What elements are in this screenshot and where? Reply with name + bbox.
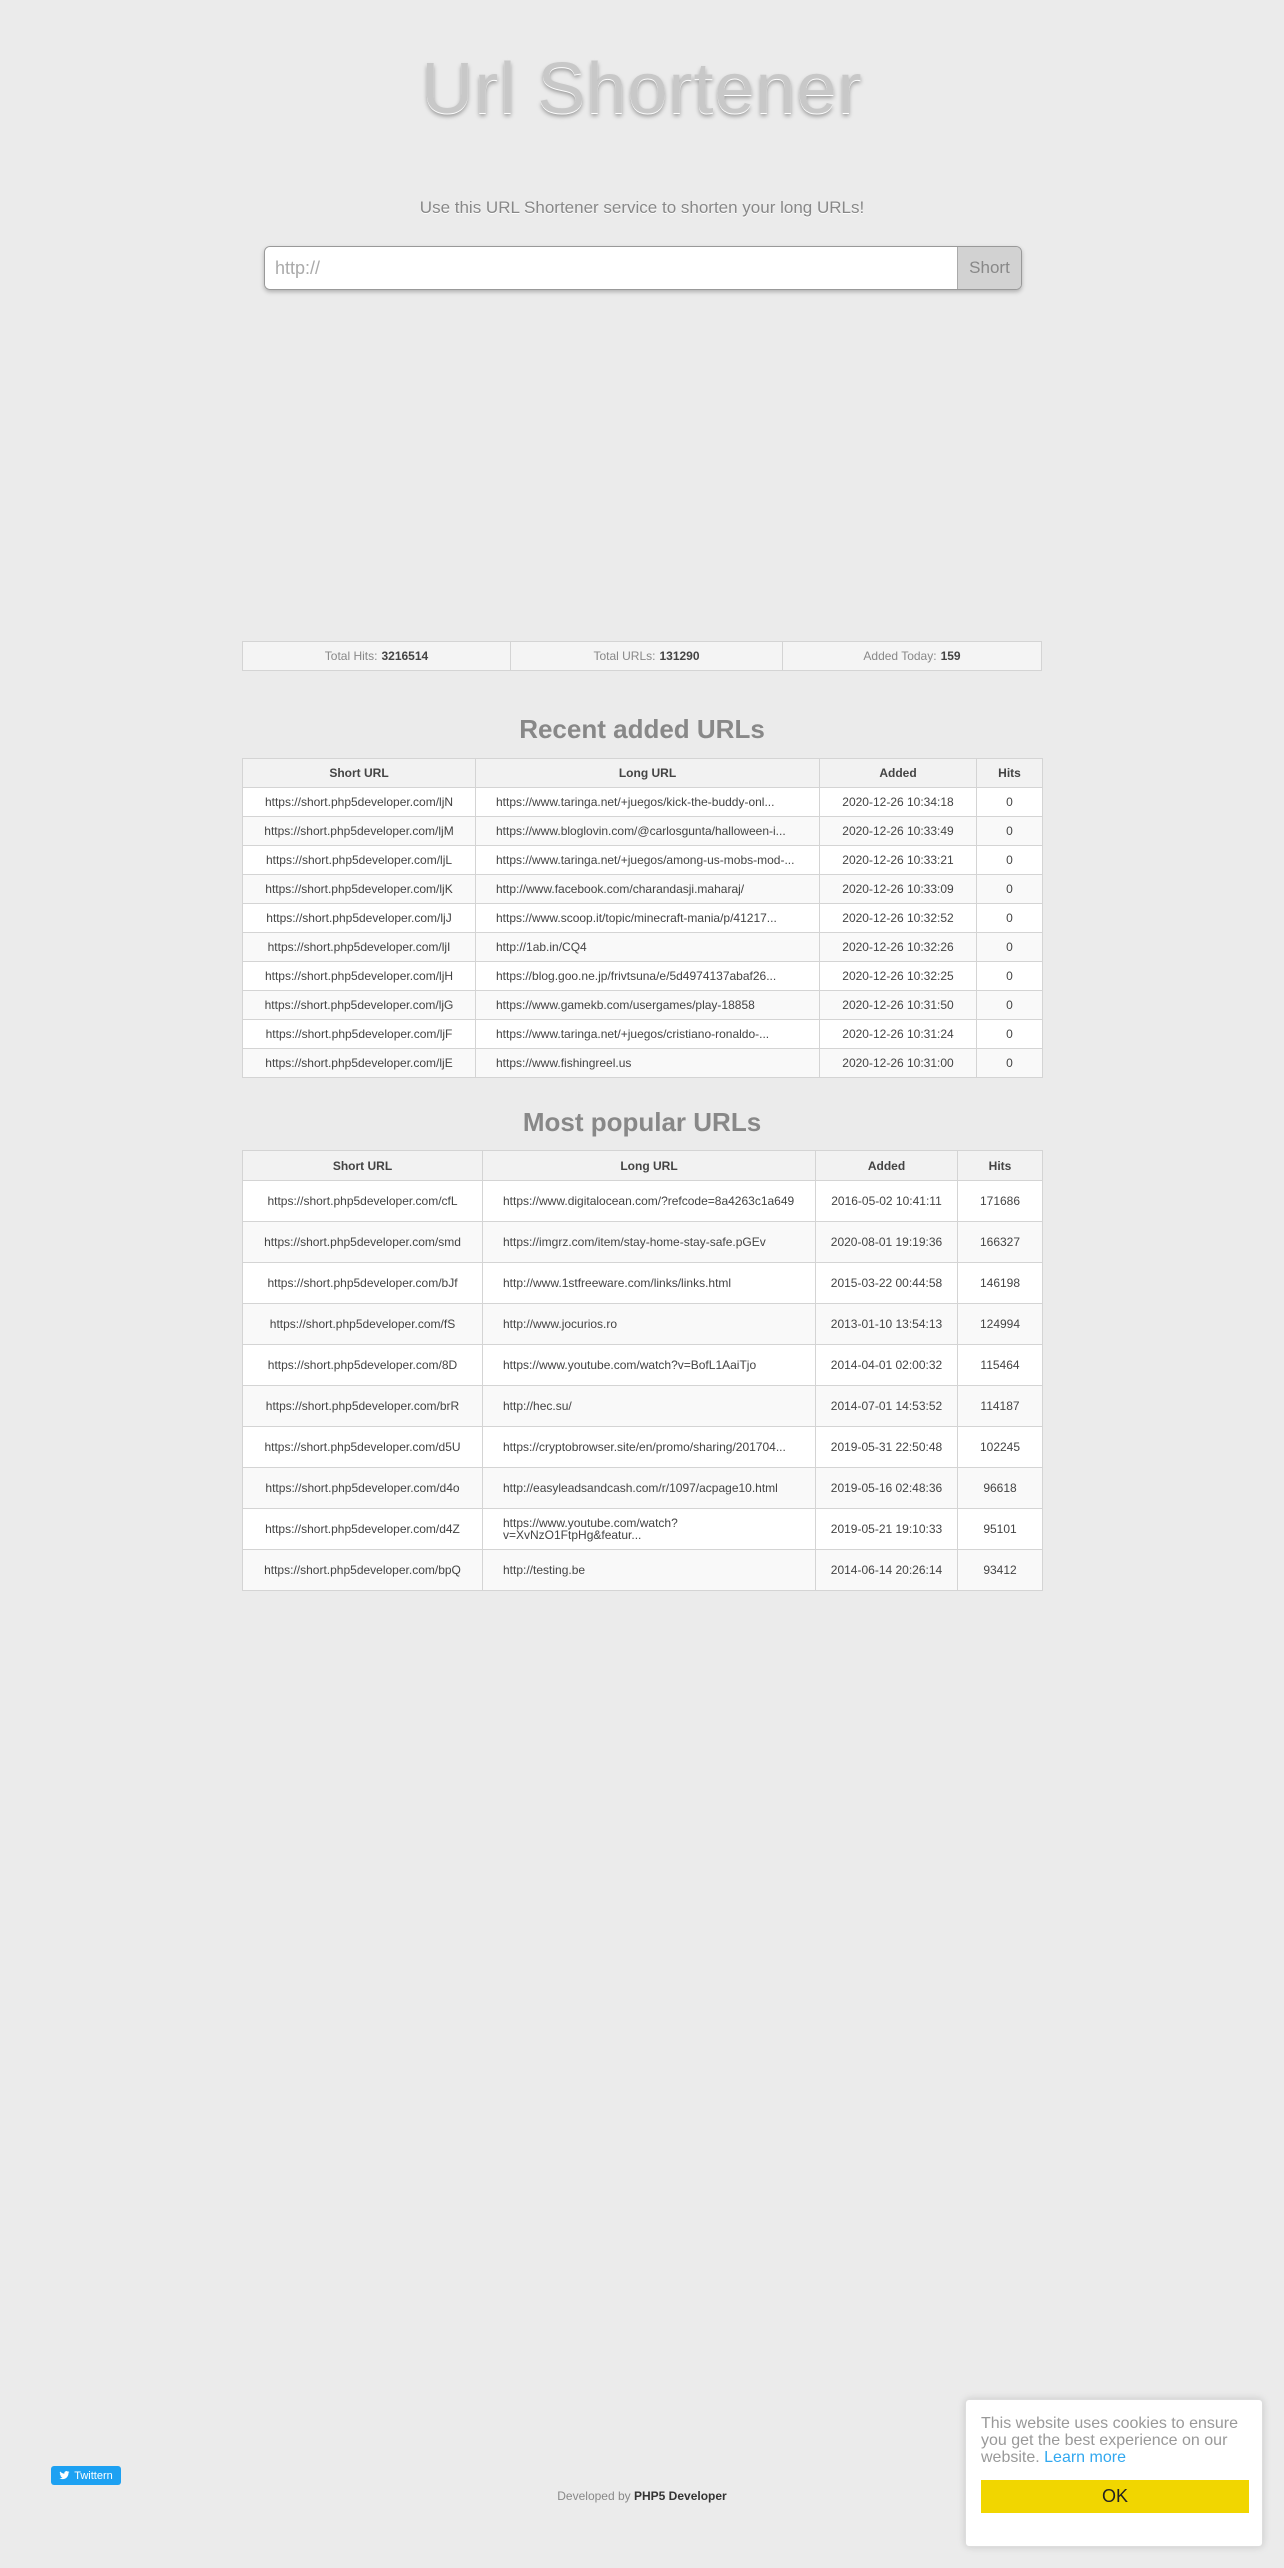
long-url-cell: http://easyleadsandcash.com/r/1097/acpage10.html: [483, 1468, 816, 1509]
tweet-label: Twittern: [74, 2469, 113, 2482]
long-url-cell: http://www.1stfreeware.com/links/links.html: [483, 1263, 816, 1304]
total-urls-stat: [511, 642, 783, 670]
url-input[interactable]: [265, 247, 957, 289]
table-row: [243, 875, 1043, 904]
hits-cell: 95101: [958, 1509, 1043, 1550]
short-url-cell[interactable]: https://short.php5developer.com/ljJ: [243, 904, 476, 933]
long-url-cell: https://cryptobrowser.site/en/promo/sharing/201704...: [483, 1427, 816, 1468]
added-cell: 2020-12-26 10:32:52: [820, 904, 977, 933]
footer-brand-link[interactable]: PHP5 Developer: [634, 2489, 727, 2503]
table-row: [243, 962, 1043, 991]
popular-urls-table: [242, 1150, 1043, 1591]
hits-cell: 96618: [958, 1468, 1043, 1509]
long-url-cell: https://www.scoop.it/topic/minecraft-mania/p/41217...: [476, 904, 820, 933]
added-cell: 2016-05-02 10:41:11: [816, 1181, 958, 1222]
added-cell: 2020-12-26 10:34:18: [820, 788, 977, 817]
added-cell: 2020-12-26 10:31:00: [820, 1049, 977, 1078]
table-row: [243, 1181, 1043, 1222]
added-today-label: Added Today:: [863, 649, 937, 663]
added-cell: 2020-12-26 10:33:09: [820, 875, 977, 904]
hits-cell: 0: [977, 904, 1043, 933]
table-row: [243, 1345, 1043, 1386]
long-url-cell: https://www.taringa.net/+juegos/cristiano-ronaldo-...: [476, 1020, 820, 1049]
table-row: [243, 991, 1043, 1020]
total-urls-label: Total URLs:: [593, 649, 656, 663]
added-today-value: 159: [940, 649, 961, 663]
cookie-text: This website uses cookies to ensure you get the best experience on our website.: [981, 2415, 1239, 2466]
hits-cell: 171686: [958, 1181, 1043, 1222]
hits-cell: 0: [977, 962, 1043, 991]
hits-cell: 0: [977, 1049, 1043, 1078]
long-url-cell: https://www.taringa.net/+juegos/kick-the-buddy-onl...: [476, 788, 820, 817]
long-url-cell: http://hec.su/: [483, 1386, 816, 1427]
short-url-cell[interactable]: https://short.php5developer.com/bpQ: [243, 1550, 483, 1591]
total-hits-stat: [243, 642, 511, 670]
added-cell: 2019-05-16 02:48:36: [816, 1468, 958, 1509]
added-cell: 2020-12-26 10:32:26: [820, 933, 977, 962]
hits-cell: 0: [977, 933, 1043, 962]
long-url-cell: https://www.taringa.net/+juegos/among-us-mobs-mod-...: [476, 846, 820, 875]
added-cell: 2020-12-26 10:33:21: [820, 846, 977, 875]
hits-cell: 115464: [958, 1345, 1043, 1386]
long-url-cell: https://blog.goo.ne.jp/frivtsuna/e/5d4974137abaf26...: [476, 962, 820, 991]
hits-cell: 114187: [958, 1386, 1043, 1427]
cookie-message: [981, 2415, 1247, 2466]
short-url-cell[interactable]: https://short.php5developer.com/fS: [243, 1304, 483, 1345]
cookie-learn-more-link[interactable]: Learn more: [1044, 2449, 1126, 2466]
table-row: [243, 1386, 1043, 1427]
added-cell: 2020-12-26 10:31:50: [820, 991, 977, 1020]
added-cell: 2013-01-10 13:54:13: [816, 1304, 958, 1345]
hits-cell: 0: [977, 817, 1043, 846]
long-url-cell: http://testing.be: [483, 1550, 816, 1591]
hits-cell: 0: [977, 1020, 1043, 1049]
column-header: Added: [820, 759, 977, 788]
short-url-cell[interactable]: https://short.php5developer.com/brR: [243, 1386, 483, 1427]
added-cell: 2015-03-22 00:44:58: [816, 1263, 958, 1304]
page-subtitle: Use this URL Shortener service to shorten your long URLs!: [419, 198, 865, 217]
total-hits-label: Total Hits:: [324, 649, 378, 663]
table-row: [243, 817, 1043, 846]
table-row: [243, 1509, 1043, 1550]
hits-cell: 102245: [958, 1427, 1043, 1468]
short-url-cell[interactable]: https://short.php5developer.com/smd: [243, 1222, 483, 1263]
short-url-cell[interactable]: https://short.php5developer.com/cfL: [243, 1181, 483, 1222]
footer-prefix: Developed by: [557, 2489, 631, 2503]
added-cell: 2020-12-26 10:32:25: [820, 962, 977, 991]
long-url-cell: https://www.gamekb.com/usergames/play-18858: [476, 991, 820, 1020]
long-url-cell: https://www.fishingreel.us: [476, 1049, 820, 1078]
hits-cell: 93412: [958, 1550, 1043, 1591]
column-header: Short URL: [243, 759, 476, 788]
column-header: Hits: [958, 1151, 1043, 1181]
short-url-cell[interactable]: https://short.php5developer.com/ljH: [243, 962, 476, 991]
long-url-cell: http://www.facebook.com/charandasji.maharaj/: [476, 875, 820, 904]
hits-cell: 0: [977, 846, 1043, 875]
short-url-cell[interactable]: https://short.php5developer.com/ljI: [243, 933, 476, 962]
short-url-cell[interactable]: https://short.php5developer.com/d4Z: [243, 1509, 483, 1550]
short-url-cell[interactable]: https://short.php5developer.com/ljE: [243, 1049, 476, 1078]
long-url-cell: https://www.bloglovin.com/@carlosgunta/halloween-i...: [476, 817, 820, 846]
short-url-cell[interactable]: https://short.php5developer.com/8D: [243, 1345, 483, 1386]
hits-cell: 146198: [958, 1263, 1043, 1304]
table-row: [243, 1263, 1043, 1304]
long-url-cell: https://www.youtube.com/watch?v=BofL1AaiTjo: [483, 1345, 816, 1386]
long-url-cell: http://1ab.in/CQ4: [476, 933, 820, 962]
short-url-cell[interactable]: https://short.php5developer.com/ljN: [243, 788, 476, 817]
table-row: [243, 1427, 1043, 1468]
hits-cell: 0: [977, 991, 1043, 1020]
short-url-cell[interactable]: https://short.php5developer.com/ljM: [243, 817, 476, 846]
table-row: [243, 846, 1043, 875]
table-row: [243, 1468, 1043, 1509]
short-url-cell[interactable]: https://short.php5developer.com/d4o: [243, 1468, 483, 1509]
short-url-cell[interactable]: https://short.php5developer.com/d5U: [243, 1427, 483, 1468]
added-cell: 2014-04-01 02:00:32: [816, 1345, 958, 1386]
table-header-row: [243, 759, 1043, 788]
long-url-cell: https://www.youtube.com/watch?v=XvNzO1FtpHg&featur...: [483, 1509, 816, 1550]
table-row: [243, 904, 1043, 933]
added-cell: 2019-05-21 19:10:33: [816, 1509, 958, 1550]
long-url-cell: https://imgrz.com/item/stay-home-stay-safe.pGEv: [483, 1222, 816, 1263]
added-cell: 2014-06-14 20:26:14: [816, 1550, 958, 1591]
added-today-stat: [783, 642, 1041, 670]
stats-bar: [242, 641, 1042, 671]
table-row: [243, 1550, 1043, 1591]
table-row: [243, 788, 1043, 817]
page-title: Url Shortener: [421, 49, 863, 129]
hits-cell: 166327: [958, 1222, 1043, 1263]
short-url-cell[interactable]: https://short.php5developer.com/ljG: [243, 991, 476, 1020]
recent-urls-table: [242, 758, 1043, 1078]
added-cell: 2019-05-31 22:50:48: [816, 1427, 958, 1468]
table-row: [243, 1049, 1043, 1078]
table-row: [243, 933, 1043, 962]
long-url-cell: http://www.jocurios.ro: [483, 1304, 816, 1345]
shorten-form: [264, 246, 1022, 290]
short-url-cell[interactable]: https://short.php5developer.com/ljF: [243, 1020, 476, 1049]
twitter-bird-icon: [59, 2470, 70, 2481]
short-url-cell[interactable]: https://short.php5developer.com/bJf: [243, 1263, 483, 1304]
column-header: Added: [816, 1151, 958, 1181]
column-header: Short URL: [243, 1151, 483, 1181]
popular-urls-heading: Most popular URLs: [522, 1107, 762, 1137]
added-cell: 2020-12-26 10:33:49: [820, 817, 977, 846]
table-row: [243, 1020, 1043, 1049]
cookie-banner: [965, 2399, 1263, 2547]
short-url-cell[interactable]: https://short.php5developer.com/ljL: [243, 846, 476, 875]
table-header-row: [243, 1151, 1043, 1181]
hits-cell: 0: [977, 788, 1043, 817]
tweet-button[interactable]: [51, 2466, 121, 2485]
cookie-ok-button[interactable]: OK: [981, 2480, 1249, 2513]
short-url-cell[interactable]: https://short.php5developer.com/ljK: [243, 875, 476, 904]
hits-cell: 0: [977, 875, 1043, 904]
table-row: [243, 1304, 1043, 1345]
added-cell: 2020-08-01 19:19:36: [816, 1222, 958, 1263]
total-hits-value: 3216514: [381, 649, 429, 663]
short-button[interactable]: Short: [957, 247, 1021, 289]
column-header: Long URL: [483, 1151, 816, 1181]
column-header: Hits: [977, 759, 1043, 788]
long-url-cell: https://www.digitalocean.com/?refcode=8a4263c1a649: [483, 1181, 816, 1222]
recent-urls-heading: Recent added URLs: [519, 714, 765, 744]
column-header: Long URL: [476, 759, 820, 788]
hits-cell: 124994: [958, 1304, 1043, 1345]
table-row: [243, 1222, 1043, 1263]
total-urls-value: 131290: [659, 649, 700, 663]
added-cell: 2020-12-26 10:31:24: [820, 1020, 977, 1049]
added-cell: 2014-07-01 14:53:52: [816, 1386, 958, 1427]
